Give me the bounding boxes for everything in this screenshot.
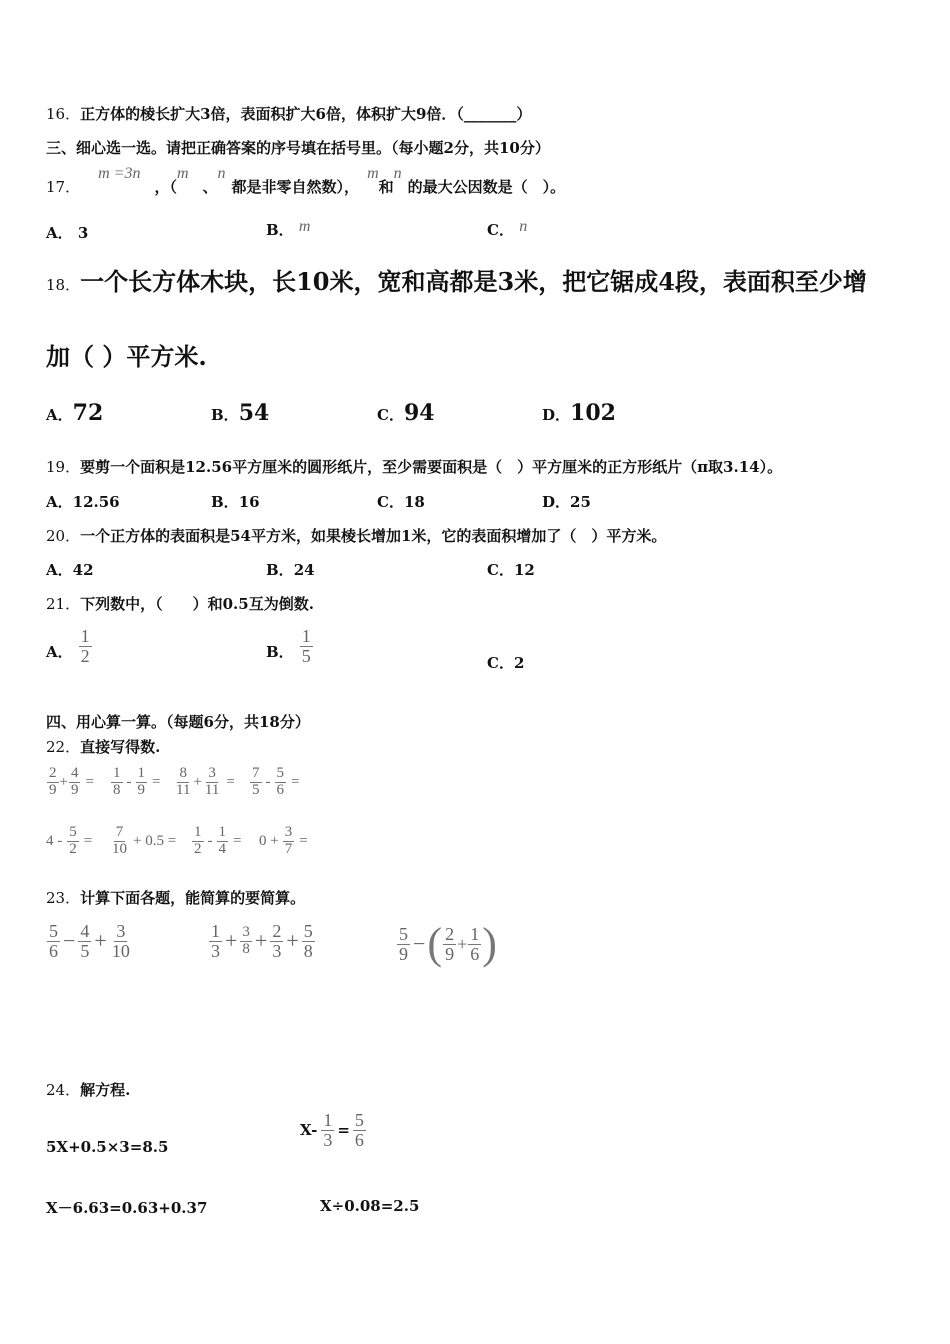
q21-option-b xyxy=(266,627,314,666)
left-paren: ( xyxy=(427,919,443,968)
fraction xyxy=(468,925,481,964)
option-label: D． xyxy=(542,406,571,424)
fraction xyxy=(321,1111,334,1150)
numerator: 5 xyxy=(354,1110,364,1130)
fraction xyxy=(67,825,79,858)
question-23 xyxy=(46,887,305,908)
numerator: 1 xyxy=(137,765,145,781)
suffix: + 0.5 = xyxy=(133,832,177,849)
operator: - xyxy=(126,773,132,790)
denominator: 8 xyxy=(303,940,313,961)
denominator: 4 xyxy=(218,840,226,857)
right-paren: ) xyxy=(482,919,497,968)
question-18 xyxy=(46,262,867,297)
denominator: 8 xyxy=(113,781,121,798)
option-value: 42 xyxy=(72,561,94,579)
question-number: 19． xyxy=(46,458,81,476)
option-label: C． xyxy=(487,561,514,579)
option-value: 3 xyxy=(77,224,89,242)
numerator: 5 xyxy=(276,765,284,781)
option-value: 72 xyxy=(72,400,104,426)
var-n: n xyxy=(217,165,226,182)
numerator: 3 xyxy=(284,824,293,840)
q20-option-b xyxy=(266,559,315,580)
denominator: 6 xyxy=(470,943,480,964)
option-label: A． xyxy=(46,493,73,511)
numerator: 2 xyxy=(272,921,282,941)
fraction xyxy=(250,766,262,799)
equals: = xyxy=(226,773,235,790)
option-value: 18 xyxy=(403,493,425,511)
question-number: 24． xyxy=(46,1081,81,1099)
question-text: 下列数中，（ ）和0.5互为倒数. xyxy=(80,595,314,613)
numerator: 5 xyxy=(399,923,408,944)
numerator: 3 xyxy=(116,921,126,941)
q18-option-d xyxy=(542,400,616,426)
option-label: A． xyxy=(46,561,73,579)
text-part: 和 xyxy=(378,178,394,196)
q19-option-a xyxy=(46,491,120,512)
fraction xyxy=(397,925,410,964)
var-m: m xyxy=(176,165,189,182)
fraction xyxy=(192,825,204,858)
numerator: 5 xyxy=(69,824,77,840)
denominator: 7 xyxy=(284,840,293,857)
equals: = xyxy=(337,1121,350,1140)
equation-2 xyxy=(300,1111,367,1150)
fraction xyxy=(174,766,192,799)
option-label: A． xyxy=(46,642,73,661)
fraction xyxy=(110,825,129,858)
fraction xyxy=(353,1111,366,1150)
question-number: 16． xyxy=(46,105,81,123)
numerator: 1 xyxy=(194,824,202,840)
denominator: 6 xyxy=(276,781,284,798)
question-21 xyxy=(46,593,314,614)
numerator: 8 xyxy=(179,765,187,781)
text-part: 的最大公因数是（ ）。 xyxy=(407,178,566,196)
equation-1: 5X+0.5×3=8.5 xyxy=(46,1138,169,1156)
denominator: 11 xyxy=(204,781,220,798)
operator: + xyxy=(286,928,299,954)
q22-expr-4 xyxy=(249,766,299,799)
numerator: 5 xyxy=(49,921,58,941)
fraction xyxy=(203,766,221,799)
denominator: 5 xyxy=(252,781,260,798)
q22-expr-6 xyxy=(109,825,176,858)
fraction xyxy=(47,766,59,799)
q21-option-c xyxy=(487,652,524,673)
question-number: 22． xyxy=(46,738,81,756)
operator: + xyxy=(225,928,238,954)
option-label: A． xyxy=(46,224,73,242)
q17-option-b xyxy=(266,218,310,240)
var-m: m xyxy=(367,165,379,182)
question-text: 一个长方体木块，长10米，宽和高都是3米，把它锯成4段，表面积至少增 xyxy=(80,267,867,296)
denominator: 5 xyxy=(301,645,311,666)
option-label: C． xyxy=(487,654,514,672)
q19-option-d xyxy=(542,491,591,512)
question-20 xyxy=(46,525,666,546)
numerator: 7 xyxy=(252,765,260,781)
text-part: 、 xyxy=(202,178,218,196)
option-label: B． xyxy=(266,221,294,239)
question-17 xyxy=(46,165,565,201)
option-label: C． xyxy=(377,493,404,511)
question-text: 要剪一个面积是12.56平方厘米的圆形纸片，至少需要面积是（ ）平方厘米的正方形纸片（π取3.14）。 xyxy=(80,458,783,476)
equation-3: X－6.63=0.63+0.37 xyxy=(46,1199,208,1217)
numerator: 4 xyxy=(70,765,79,781)
denominator: 2 xyxy=(80,645,90,666)
numerator: 1 xyxy=(323,1110,333,1130)
operator: − xyxy=(63,928,76,954)
question-text: 直接写得数. xyxy=(80,738,161,756)
fraction-1-2 xyxy=(79,627,92,666)
numerator: 1 xyxy=(211,921,220,941)
prefix: 4 - xyxy=(46,832,63,849)
q20-option-c xyxy=(487,559,535,580)
denominator: 2 xyxy=(194,840,202,857)
option-value: 16 xyxy=(238,493,260,511)
numerator: 1 xyxy=(470,923,480,944)
question-number: 23． xyxy=(46,889,81,907)
fraction xyxy=(275,766,287,799)
option-value: 12.56 xyxy=(72,493,120,511)
question-24 xyxy=(46,1079,130,1100)
section-3-title: 三、细心选一选。请把正确答案的序号填在括号里。（每小题2分，共10分） xyxy=(46,139,550,157)
fraction xyxy=(69,766,81,799)
denominator: 3 xyxy=(211,940,220,961)
q20-option-a xyxy=(46,559,94,580)
equation-m-3n: m =3n xyxy=(98,165,141,182)
fraction xyxy=(47,922,60,961)
operator: - xyxy=(265,773,271,790)
q23-expr-3 xyxy=(396,919,497,968)
fraction xyxy=(270,922,283,961)
question-text: 解方程. xyxy=(80,1081,131,1099)
q22-expr-5 xyxy=(46,825,92,858)
numerator: 1 xyxy=(218,824,226,840)
question-16 xyxy=(46,103,531,124)
option-label: D． xyxy=(542,493,571,511)
q22-expr-8 xyxy=(259,825,308,858)
option-value: 94 xyxy=(403,400,435,426)
q23-expr-2 xyxy=(208,922,316,961)
option-value: 12 xyxy=(513,561,535,579)
option-value: m xyxy=(298,218,311,235)
question-number: 21． xyxy=(46,595,81,613)
operator: + xyxy=(193,773,202,790)
denominator: 3 xyxy=(272,940,282,961)
q22-expr-1 xyxy=(46,766,94,799)
operator: + xyxy=(59,773,68,790)
text-part: ，（ xyxy=(154,178,177,196)
equation-prefix: X- xyxy=(300,1121,318,1140)
fraction xyxy=(217,825,229,858)
denominator: 10 xyxy=(112,840,127,857)
fraction xyxy=(111,766,123,799)
section-4-title: 四、用心算一算。（每题6分，共18分） xyxy=(46,713,310,731)
denominator: 3 xyxy=(323,1129,333,1150)
fraction xyxy=(136,766,148,799)
numerator: 2 xyxy=(49,765,57,781)
q23-expr-1 xyxy=(46,922,133,961)
equation-4: X÷0.08=2.5 xyxy=(320,1197,420,1215)
option-label: B． xyxy=(211,493,239,511)
option-label: C． xyxy=(377,406,404,424)
equals: = xyxy=(85,773,94,790)
denominator: 10 xyxy=(111,940,130,961)
denominator: 9 xyxy=(49,781,57,798)
q22-expr-7 xyxy=(191,825,241,858)
fraction xyxy=(302,922,315,961)
equals: = xyxy=(299,832,308,849)
q21-option-a xyxy=(46,627,93,666)
option-value: 102 xyxy=(570,400,616,426)
option-value: 54 xyxy=(238,400,270,426)
option-label: B． xyxy=(211,406,239,424)
denominator: 2 xyxy=(69,840,77,857)
fraction xyxy=(443,925,456,964)
denominator: 5 xyxy=(80,940,90,961)
question-number: 17． xyxy=(46,178,81,196)
q22-expr-2 xyxy=(110,766,160,799)
denominator: 8 xyxy=(242,940,250,957)
fraction xyxy=(283,825,295,858)
equals: = xyxy=(291,773,300,790)
q18-option-c xyxy=(377,400,435,426)
option-value: 25 xyxy=(570,493,591,511)
numerator: 2 xyxy=(445,923,455,944)
var-n: n xyxy=(393,165,402,182)
denominator: 9 xyxy=(137,781,145,798)
numerator: 5 xyxy=(303,921,313,941)
q19-option-b xyxy=(211,491,260,512)
denominator: 9 xyxy=(445,943,455,964)
q17-option-c xyxy=(487,218,527,240)
option-value: 2 xyxy=(513,654,525,672)
operator: + xyxy=(254,928,268,954)
denominator: 9 xyxy=(399,943,408,964)
option-label: A． xyxy=(46,406,73,424)
question-22 xyxy=(46,736,160,757)
fraction xyxy=(110,922,132,961)
equals: = xyxy=(83,832,93,849)
q17-option-a xyxy=(46,222,88,243)
option-label: B． xyxy=(266,642,294,661)
question-19 xyxy=(46,456,782,477)
denominator: 11 xyxy=(176,781,191,798)
numerator: 1 xyxy=(301,626,311,646)
text-part: 都是非零自然数）， xyxy=(231,178,360,196)
q22-expr-3 xyxy=(173,766,235,799)
option-value: 24 xyxy=(293,561,315,579)
fraction xyxy=(209,922,222,961)
equals: = xyxy=(233,832,242,849)
numerator: 1 xyxy=(80,626,90,646)
operator: + xyxy=(457,933,468,954)
option-label: B． xyxy=(266,561,294,579)
q19-option-c xyxy=(377,491,425,512)
question-number: 18． xyxy=(46,276,81,294)
equals: = xyxy=(152,773,161,790)
q18-option-a xyxy=(46,400,103,426)
numerator: 1 xyxy=(113,765,121,781)
option-label: C． xyxy=(487,221,514,239)
fraction-1-5 xyxy=(300,627,313,666)
fraction xyxy=(78,922,91,961)
operator: - xyxy=(207,832,213,849)
denominator: 9 xyxy=(70,781,79,798)
question-text: 一个正方体的表面积是54平方米，如果棱长增加1米，它的表面积增加了（ ）平方米。 xyxy=(80,527,667,545)
numerator: 3 xyxy=(208,765,216,781)
question-18-line2: 加（ ）平方米. xyxy=(46,342,207,371)
question-text: 计算下面各题，能简算的要简算。 xyxy=(80,889,306,907)
question-number: 20． xyxy=(46,527,81,545)
numerator: 4 xyxy=(80,921,90,941)
question-text: 正方体的棱长扩大3倍，表面积扩大6倍，体积扩大9倍．（_______） xyxy=(80,105,532,123)
operator: − xyxy=(413,931,426,956)
option-value: n xyxy=(519,218,528,235)
fraction xyxy=(240,925,252,958)
numerator: 3 xyxy=(242,924,250,941)
denominator: 6 xyxy=(354,1129,364,1150)
prefix: 0 + xyxy=(259,832,279,849)
denominator: 6 xyxy=(49,940,58,961)
numerator: 7 xyxy=(115,824,124,840)
q18-option-b xyxy=(211,400,269,426)
operator: + xyxy=(94,928,107,954)
